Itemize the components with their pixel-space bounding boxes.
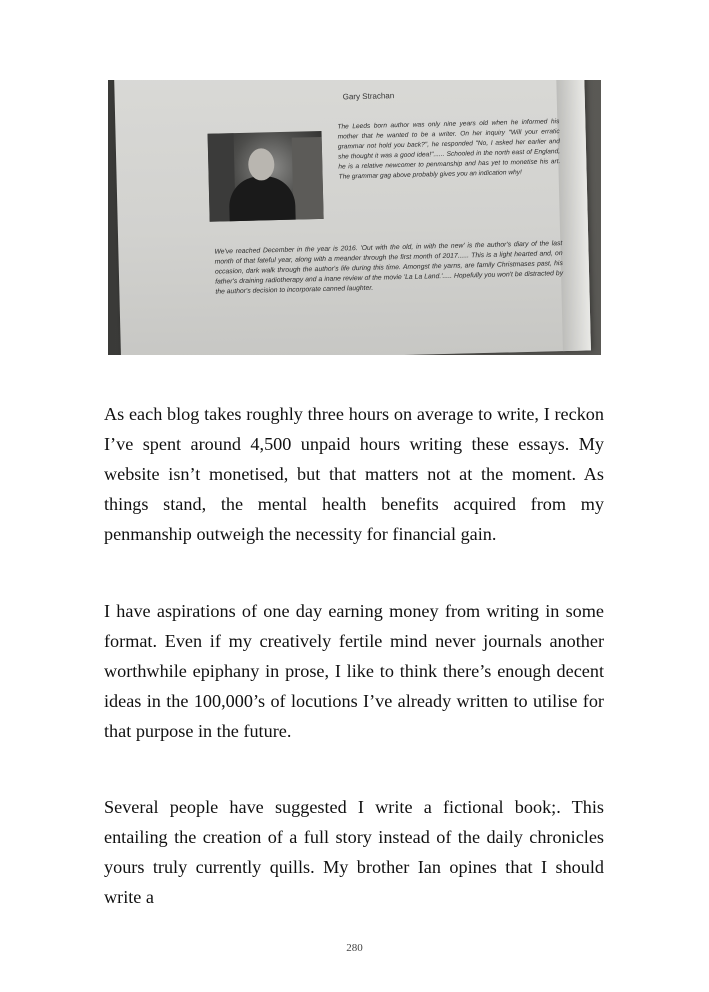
page-number: 280 — [346, 942, 363, 954]
cover-book-blurb: We've reached December in the year is 2016. 'Out with the old, in with the new' is the author's diary of the last month of that fateful year, along with a meander through the first month of 2017...... This is a light hearted and, on occasion, dark walk through the author's life during this time. Amongst the yarns, are family Christmases past, his father's draining radiotherapy and a inane review of the movie 'La La Land.'..... Hopefully you won't be distracted by the author's decision to incorporate canned laughter. — [214, 240, 564, 296]
book-back-cover — [114, 80, 591, 355]
body-paragraph: As each blog takes roughly three hours on average to write, I reckon I’ve spent around 4,500 unpaid hours writing these essays. My website isn’t monetised, but that matters not at the moment. As things stand, the mental health benefits acquired from my penmanship outweigh the necessity for financial gain. — [104, 404, 604, 544]
cover-author-bio: The Leeds born author was only nine years old when he informed his mother that he wanted to be a writer. On her inquiry "Will your erratic grammar not hold you back?", he responded "No, I asked her earlier and she thought it was a good idea!"...... Schooled in the north east of England, he is a relative newcomer to penmanship and has yet to monetise his art. The grammar gag above probably gives you an indication why! — [337, 118, 561, 181]
body-paragraph: Several people have suggested I write a fictional book;. This entailing the creation of a full story instead of the daily chronicles yours truly currently quills. My brother Ian opines that I should write a — [104, 797, 604, 907]
book-cover-photo — [108, 80, 601, 355]
cover-spine-edge — [556, 80, 591, 351]
body-paragraph: I have aspirations of one day earning money from writing in some format. Even if my creatively fertile mind never journals another worthwhile epiphany in prose, I like to think there’s enough decent ideas in the 100,000’s of locutions I’ve already written to utilise for that purpose in the future. — [104, 601, 604, 741]
author-portrait-image — [208, 131, 324, 222]
portrait-background-building — [292, 137, 324, 220]
cover-author-name: Gary Strachan — [342, 91, 395, 102]
portrait-figure-body — [229, 176, 296, 222]
